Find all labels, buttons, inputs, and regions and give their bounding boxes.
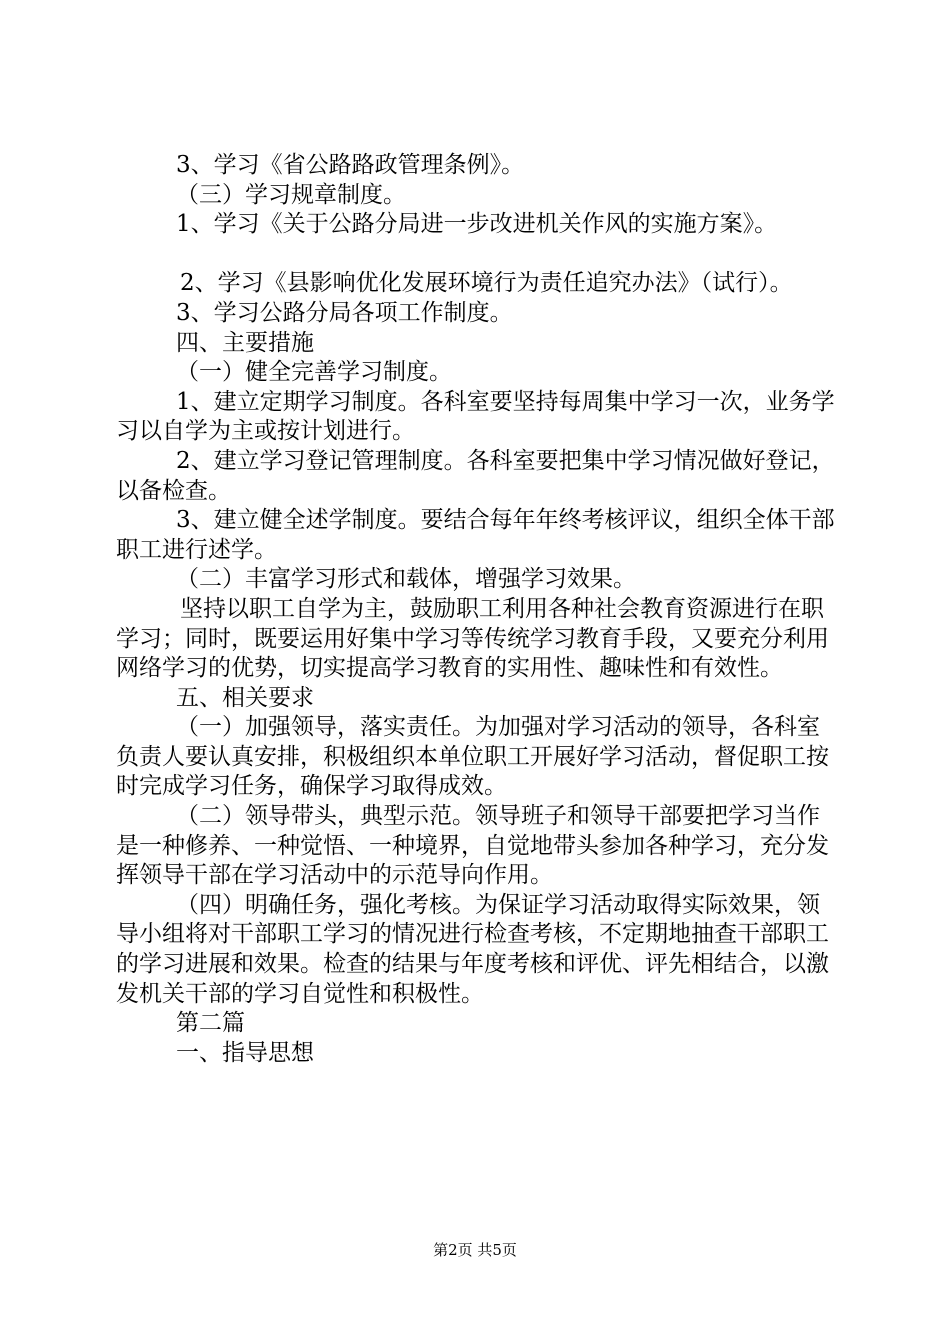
paragraph: 1、建立定期学习制度。各科室要坚持每周集中学习一次，业务学习以自学为主或按计划进行。: [116, 388, 835, 445]
paragraph: 第二篇: [176, 1010, 245, 1037]
paragraph: 坚持以职工自学为主，鼓励职工利用各种社会教育资源进行在职学习；同时，既要运用好集中学习等传统学习教育手段，又要充分利用网络学习的优势，切实提高学习教育的实用性、趣味性和有效性。: [116, 595, 829, 682]
paragraph: （二）领导带头，典型示范。领导班子和领导干部要把学习当作是一种修养、一种觉悟、一种境界，自觉地带头参加各种学习，充分发挥领导干部在学习活动中的示范导向作用。: [116, 803, 829, 889]
page-footer: 第2页 共5页: [433, 1241, 517, 1259]
paragraph: 3、学习《省公路路政管理条例》。: [176, 152, 525, 178]
paragraph: 3、建立健全述学制度。要结合每年年终考核评议，组织全体干部职工进行述学。: [116, 507, 835, 563]
blank-line: [116, 240, 840, 270]
paragraph: （二）丰富学习形式和载体，增强学习效果。: [176, 566, 636, 593]
paragraph: （三）学习规章制度。: [176, 181, 406, 208]
paragraph: （一）健全完善学习制度。: [176, 359, 452, 386]
paragraph: 2、建立学习登记管理制度。各科室要把集中学习情况做好登记，以备检查。: [116, 447, 835, 504]
paragraph: 2、学习《县影响优化发展环境行为责任追究办法》（试行）。: [180, 270, 793, 297]
paragraph: 一、指导思想: [176, 1039, 314, 1066]
paragraph: 四、主要措施: [176, 329, 314, 356]
paragraph: 1、学习《关于公路分局进一步改进机关作风的实施方案》。: [176, 211, 778, 238]
paragraph: （一）加强领导，落实责任。为加强对学习活动的领导，各科室负责人要认真安排，积极组织本单位职工开展好学习活动，督促职工按时完成学习任务，确保学习取得成效。: [116, 714, 829, 800]
paragraph: （四）明确任务，强化考核。为保证学习活动取得实际效果，领导小组将对干部职工学习的情况进行检查考核，不定期地抽查干部职工的学习进展和效果。检查的结果与年度考核和评优、评先相结合，以激发机关干部的学习自觉性和积极性。: [116, 891, 829, 1007]
paragraph: 五、相关要求: [176, 684, 314, 711]
paragraph: 3、学习公路分局各项工作制度。: [176, 299, 513, 326]
document-body: [116, 151, 840, 1068]
